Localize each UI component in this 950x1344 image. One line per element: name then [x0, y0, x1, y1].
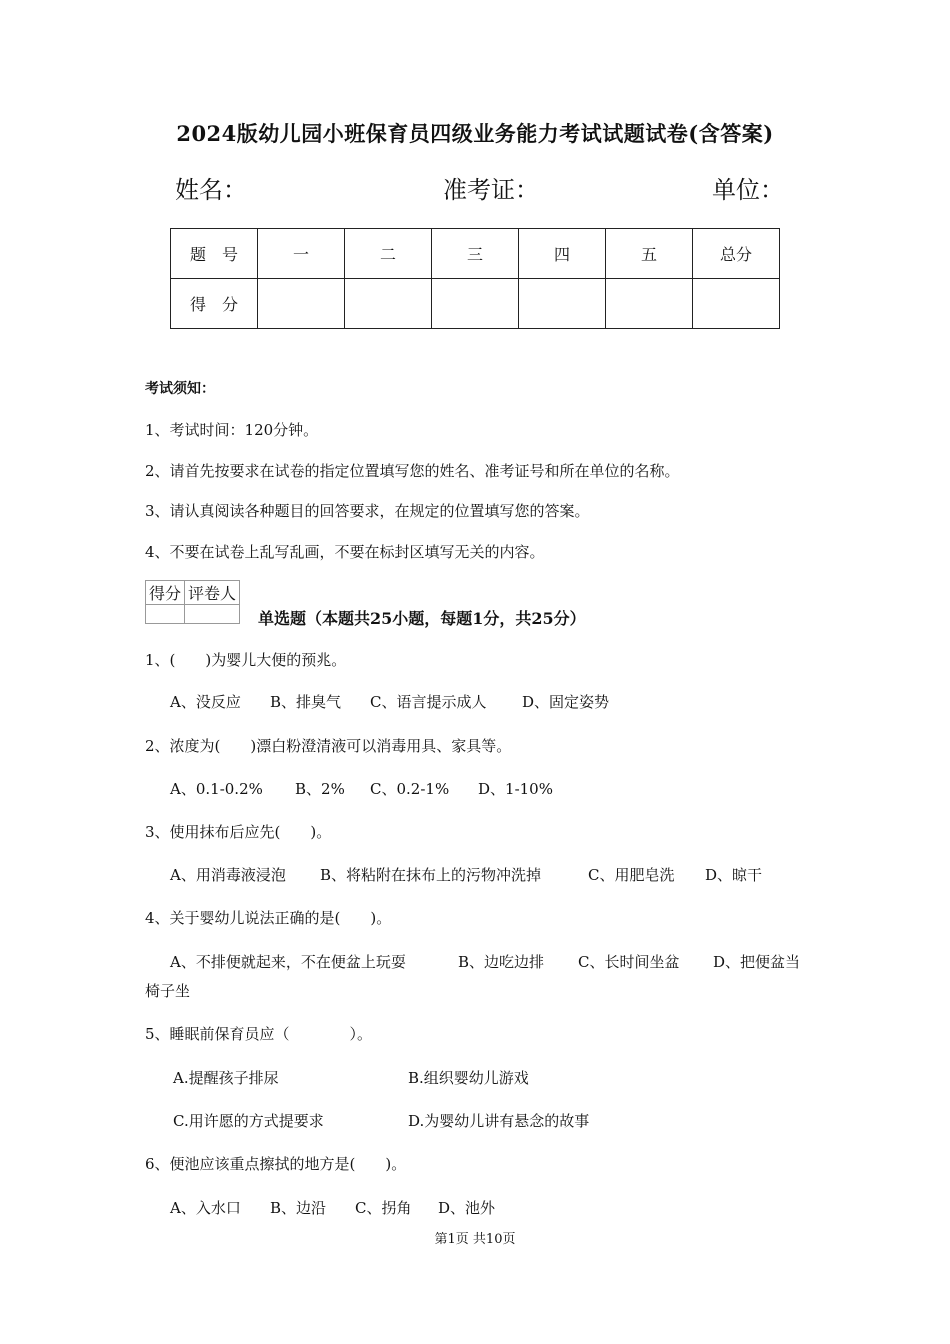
question-1: 1、( )为婴儿大便的预兆。 — [145, 651, 347, 669]
option: B.组织婴幼儿游戏 — [408, 1069, 529, 1087]
question-6: 6、便池应该重点擦拭的地方是( )。 — [145, 1155, 407, 1173]
option: D、1-10% — [478, 780, 553, 798]
score-header-cell: 总分 — [693, 229, 780, 279]
option: C、语言提示成人 — [370, 693, 487, 711]
score-header-cell: 四 — [519, 229, 606, 279]
option: A.提醒孩子排尿 — [173, 1069, 279, 1087]
option: D、把便盆当 — [713, 953, 801, 971]
option: C.用许愿的方式提要求 — [173, 1112, 324, 1130]
score-header-cell: 二 — [345, 229, 432, 279]
score-row-label: 得 分 — [171, 279, 258, 329]
notice-item: 4、不要在试卷上乱写乱画，不要在标封区填写无关的内容。 — [145, 543, 545, 561]
option: A、不排便就起来，不在便盆上玩耍 — [170, 953, 406, 971]
question-2: 2、浓度为( )漂白粉澄清液可以消毒用具、家具等。 — [145, 737, 512, 755]
exam-title: 2024版幼儿园小班保育员四级业务能力考试试题试卷(含答案) — [176, 121, 774, 146]
score-table-header-row — [171, 229, 780, 279]
grader-score-label: 得分 — [146, 581, 185, 605]
option: C、0.2-1% — [370, 780, 450, 798]
score-cell — [345, 279, 432, 329]
question-5: 5、睡眠前保育员应（ ）。 — [145, 1025, 373, 1043]
option: B、将粘附在抹布上的污物冲洗掉 — [320, 866, 542, 884]
option: D、池外 — [438, 1199, 496, 1217]
name-field-label: 姓名： — [175, 176, 247, 204]
option: A、没反应 — [170, 693, 241, 711]
score-cell — [258, 279, 345, 329]
score-header-cell: 一 — [258, 229, 345, 279]
score-table — [170, 228, 780, 329]
option: A、入水口 — [170, 1199, 241, 1217]
grader-reviewer-label: 评卷人 — [185, 581, 240, 605]
question-4: 4、关于婴幼儿说法正确的是( )。 — [145, 909, 392, 927]
notice-item: 2、请首先按要求在试卷的指定位置填写您的姓名、准考证号和所在单位的名称。 — [145, 462, 680, 480]
notice-item: 3、请认真阅读各种题目的回答要求，在规定的位置填写您的答案。 — [145, 502, 590, 520]
option: C、长时间坐盆 — [578, 953, 680, 971]
exam-id-field-label: 准考证： — [443, 176, 539, 204]
option: D、晾干 — [705, 866, 763, 884]
option: A、0.1-0.2% — [170, 780, 263, 798]
score-table-score-row — [171, 279, 780, 329]
score-header-cell: 五 — [606, 229, 693, 279]
option: B、边沿 — [270, 1199, 327, 1217]
option-continuation: 椅子坐 — [145, 982, 191, 1000]
unit-field-label: 单位： — [712, 176, 784, 204]
question-3: 3、使用抹布后应先( )。 — [145, 823, 332, 841]
option: B、排臭气 — [270, 693, 342, 711]
score-header-cell: 三 — [432, 229, 519, 279]
grader-box — [145, 580, 240, 624]
score-cell — [606, 279, 693, 329]
score-cell — [519, 279, 606, 329]
score-header-cell: 题 号 — [171, 229, 258, 279]
option: C、拐角 — [355, 1199, 412, 1217]
score-cell — [432, 279, 519, 329]
page-footer: 第1页 共10页 — [434, 1232, 516, 1247]
notice-item: 1、考试时间：120分钟。 — [145, 421, 319, 439]
option: B、2% — [295, 780, 345, 798]
option: D、固定姿势 — [522, 693, 610, 711]
score-cell — [693, 279, 780, 329]
notice-heading: 考试须知： — [145, 381, 215, 397]
grader-reviewer-cell — [185, 605, 240, 624]
option: B、边吃边排 — [458, 953, 545, 971]
grader-score-cell — [146, 605, 185, 624]
option: C、用肥皂洗 — [588, 866, 675, 884]
option: A、用消毒液浸泡 — [170, 866, 286, 884]
option: D.为婴幼儿讲有悬念的故事 — [408, 1112, 590, 1130]
section-title: 单选题（本题共25小题，每题1分，共25分） — [258, 609, 586, 628]
